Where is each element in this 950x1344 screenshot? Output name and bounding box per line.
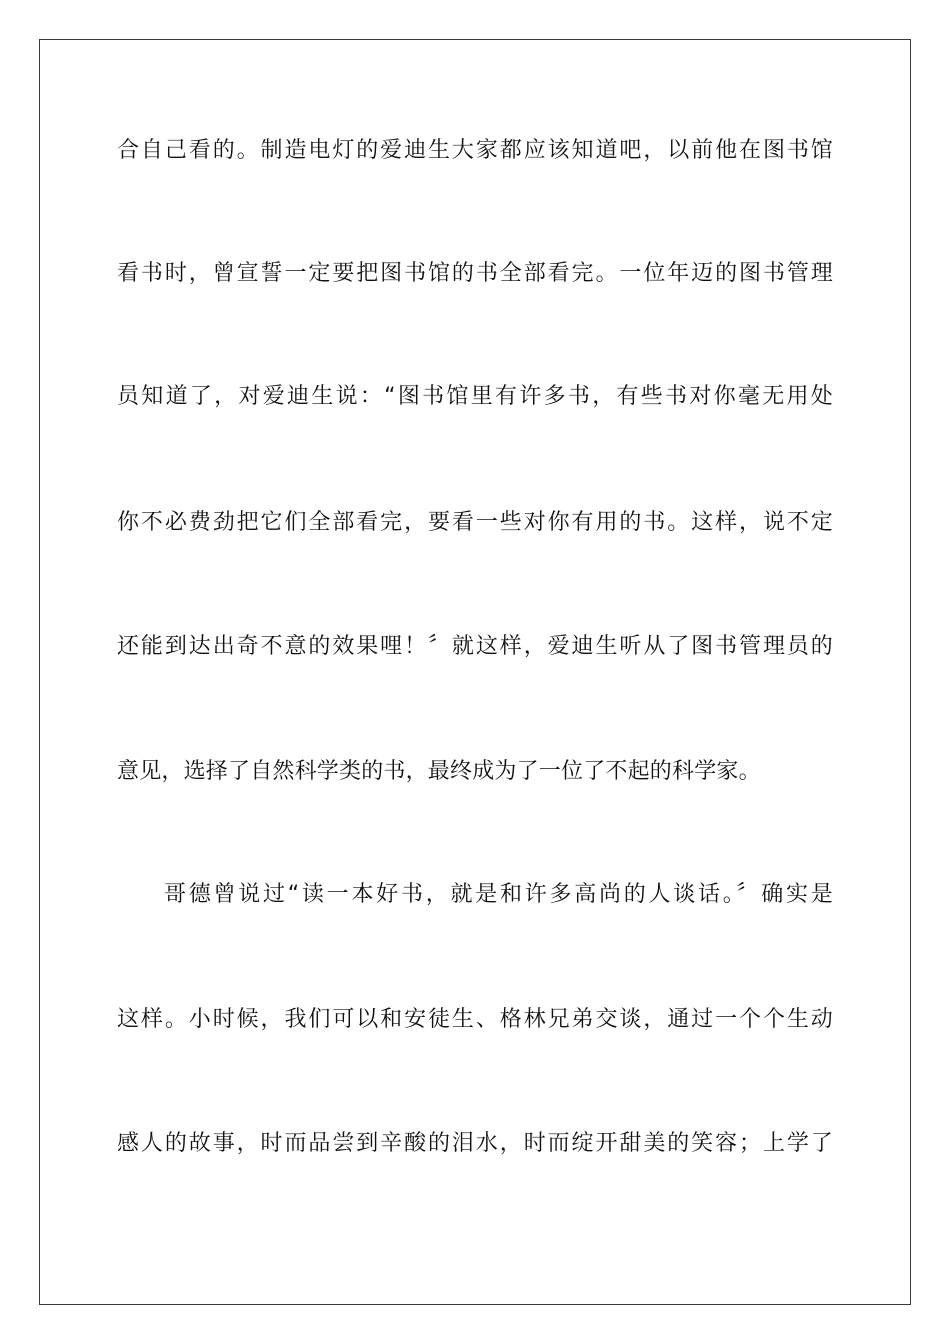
text-line-2: 看书时，曾宣誓一定要把图书馆的书全部看完。一位年迈的图书管理	[117, 261, 833, 286]
text-line-7: 哥德曾说过“读一本好书，就是和许多高尚的人谈话。〞确实是	[164, 882, 833, 907]
text-line-1: 合自己看的。制造电灯的爱迪生大家都应该知道吧，以前他在图书馆	[117, 138, 833, 163]
page-border	[39, 39, 911, 1305]
text-line-3: 员知道了，对爱迪生说：“图书馆里有许多书，有些书对你毫无用处	[117, 384, 833, 409]
text-line-5: 还能到达出奇不意的效果哩！〞就这样，爱迪生听从了图书管理员的	[117, 634, 833, 659]
text-line-9: 感人的故事，时而品尝到辛酸的泪水，时而绽开甜美的笑容；上学了	[117, 1131, 833, 1156]
text-line-6: 意见，选择了自然科学类的书，最终成为了一位了不起的科学家。	[117, 759, 761, 784]
text-line-4: 你不必费劲把它们全部看完，要看一些对你有用的书。这样，说不定	[117, 510, 833, 535]
text-line-8: 这样。小时候，我们可以和安徒生、格林兄弟交谈，通过一个个生动	[117, 1007, 833, 1032]
